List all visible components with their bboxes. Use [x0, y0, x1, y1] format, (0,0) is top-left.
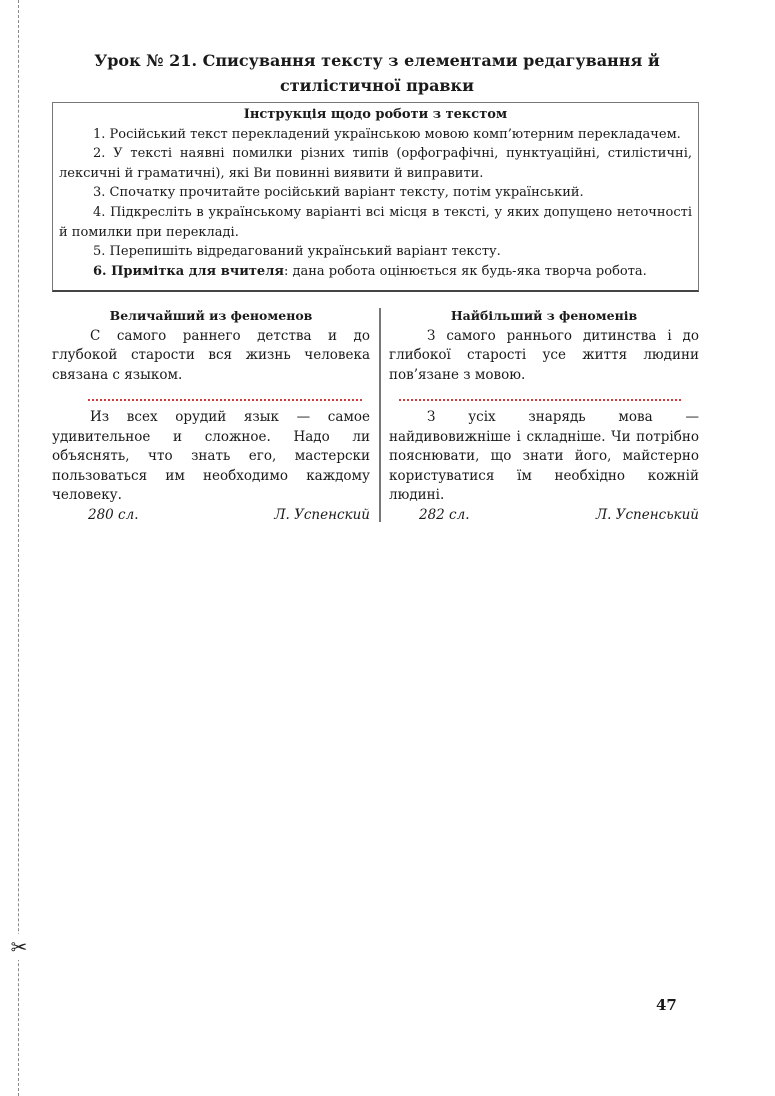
- word-count: 282 сл.: [419, 506, 470, 523]
- scissors-icon: ✂: [8, 934, 30, 960]
- russian-heading: Величайший из феноменов: [109, 308, 313, 323]
- instruction-item: 2. У тексті наявні помилки різних типів (орфографічні, пунктуаційні, стилістичні, лексичні й граматичні), які Ви повинні виявити й виправити.: [59, 146, 692, 181]
- dotted-separator: [88, 399, 362, 401]
- russian-text-column: [52, 306, 370, 525]
- page-title: Урок № 21. Списування тексту з елементами редагування й стилістичної правки: [94, 51, 660, 95]
- russian-signature: [52, 506, 370, 526]
- instruction-item: 5. Перепишіть відредагований український варіант тексту.: [93, 244, 501, 260]
- page-number: 47: [656, 996, 677, 1014]
- dotted-separator: [399, 399, 681, 401]
- instruction-note: [59, 262, 692, 282]
- instruction-item: 3. Спочатку прочитайте російський варіант тексту, потім український.: [93, 185, 584, 201]
- russian-paragraph-2: Из всех орудий язык — самое удивительное и сложное. Надо ли объяснять, что знать его, мастерски пользоваться им необходимо каждому человеку.: [52, 409, 370, 503]
- author: Л. Успенський: [595, 506, 699, 523]
- instruction-heading: Інструкція щодо роботи з текстом: [243, 107, 508, 122]
- note-label: 6. Примітка для вчителя: [93, 263, 284, 279]
- author: Л. Успенский: [274, 506, 370, 523]
- instruction-box: [52, 102, 699, 292]
- ukrainian-paragraph-1: З самого раннього дитинства і до глибокої старості усе життя людини пов’язане з мовою.: [389, 327, 699, 383]
- ukrainian-heading: Найбільший з феноменів: [450, 308, 638, 323]
- cut-line: [18, 0, 19, 1096]
- note-text: : дана робота оцінюється як будь-яка творча робота.: [283, 263, 647, 279]
- word-count: 280 сл.: [88, 506, 139, 523]
- instruction-item: 1. Російський текст перекладений українською мовою комп’ютерним перекладачем.: [93, 126, 681, 142]
- ukrainian-signature: [389, 506, 699, 526]
- column-divider: [379, 308, 381, 522]
- instruction-item: 4. Підкресліть в українському варіанті всі місця в тексті, у яких допущено неточності й помилки при перекладі.: [59, 204, 692, 240]
- russian-paragraph-1: С самого раннего детства и до глубокой старости вся жизнь человека связана с языком.: [52, 327, 370, 383]
- ukrainian-text-column: [389, 306, 699, 525]
- ukrainian-paragraph-2: З усіх знарядь мова — найдивовижніше і складніше. Чи потрібно пояснювати, що знати його, майстерно користуватися їм необхідно кожній людині.: [389, 409, 699, 503]
